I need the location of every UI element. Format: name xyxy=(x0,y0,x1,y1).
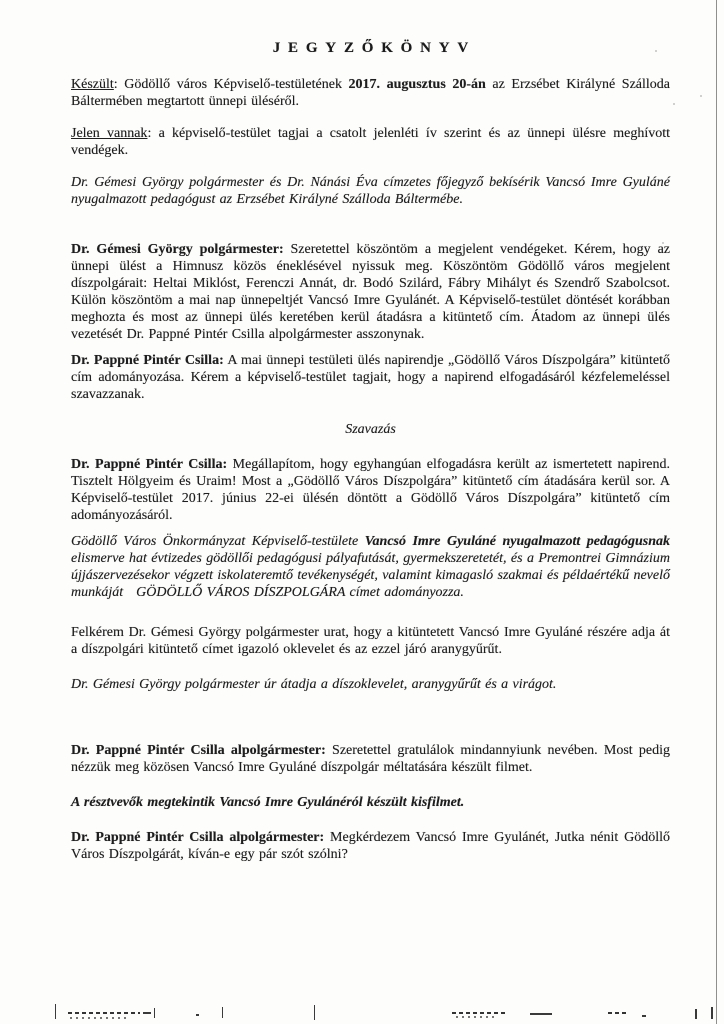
text-run: Dr. Gémesi György polgármester úr átadja a díszoklevelet, aranygyűrűt és a virágot. xyxy=(71,677,557,692)
text-run: Szeretettel gratulálok mindannyiunk nevében. Most pedig nézzük meg közösen Vancsó Imre Gyuláné díszpolgár méltatására készült filmet. xyxy=(71,743,671,775)
text-run: Felkérem Dr. Gémesi György polgármester urat, hogy a kitüntetett Vancsó Imre Gyuláné részére adja át a díszpolgári kitüntető címet igazoló oklevelet és az ezzel járó aranygyűrűt. xyxy=(71,625,670,657)
text-run: Megállapítom, hogy egyhangúan elfogadásra került az ismertetett napirend. Tisztelt Hölgyeim és Uraim! Most a „Gödöllő Város Díszpolgára” kitüntető cím átadására kerül sor. A Képviselő-testület 2017. június 22-ei ülésén döntött a Gödöllő Város Díszpolgára” kitüntető cím adományozásáról. xyxy=(71,457,670,523)
scan-artifact-dashes xyxy=(452,1012,507,1014)
scan-speck xyxy=(700,95,702,97)
paragraph-felkerem xyxy=(71,624,670,658)
scan-edge-line-right xyxy=(716,0,717,1024)
text-run: Gödöllő Város Önkormányzat Képviselő-testülete xyxy=(71,534,365,549)
text-run: A mai ünnepi testületi ülés napirendje „Gödöllő Város Díszpolgára” kitüntető cím adományozása. Kérem a képviselő-testület tagjait, hogy a napirend elfogadásáról kézfelemeléssel szavazzanak. xyxy=(71,353,671,402)
text-run: Készült xyxy=(71,77,114,92)
text-run: A résztvevők megtekintik Vancsó Imre Gyulánéról készült kisfilmet. xyxy=(71,795,465,810)
text-run: Dr. Gémesi György polgármester: xyxy=(71,242,284,257)
paragraph-pappne-napirend xyxy=(71,352,670,403)
paragraph-keszult xyxy=(71,76,670,110)
scan-artifact-dash xyxy=(530,1013,552,1015)
text-run: Szeretettel köszöntöm a megjelent vendégeket. Kérem, hogy az ünnepi ülést a Himnusz közös éneklésével nyissuk meg. Köszöntöm Gödöllő város megjelent díszpolgárait: Heltai Miklóst, Ferenczi Annát, dr. Bodó Szilárd, Fábry Mihályt és Szendrő Szabolcsot. Külön köszöntöm a mai nap ünnepeltjét Vancsó Imre Gyulánét. A Képviselő-testület döntését korábban meghozta és most az ünnepi ülés keretében kerül átadásra a kitüntető cím. Átadom az ünnepi ülés vezetését Dr. Pappné Pintér Csilla alpolgármester asszonynak. xyxy=(71,242,670,342)
text-run: Dr. Pappné Pintér Csilla: xyxy=(71,353,224,368)
scan-artifact-dash xyxy=(143,1012,151,1014)
scan-artifact-dot xyxy=(642,1015,646,1017)
text-run: : Gödöllő város Képviselő-testületének xyxy=(113,77,349,92)
text-run: 2017. augusztus 20-án xyxy=(348,77,486,92)
paragraph-gemesi-koszonto xyxy=(71,241,670,343)
text-run: Vancsó Imre Gyuláné nyugalmazott pedagógusnak xyxy=(364,534,670,549)
paragraph-szavazas xyxy=(71,421,670,438)
paragraph-hatarozat xyxy=(71,533,670,601)
paragraph-pappne-megallapitom xyxy=(71,456,670,524)
text-run: Dr. Pappné Pintér Csilla alpolgármester: xyxy=(71,830,325,845)
document-body xyxy=(71,76,670,863)
text-run: Megkérdezem Vancsó Imre Gyulánét, Jutka nénit Gödöllő Város Díszpolgárát, kíván-e egy pár szót szólni? xyxy=(71,830,671,862)
text-run: Jelen vannak xyxy=(71,126,148,141)
scan-artifact-tick xyxy=(222,1007,223,1018)
text-run: : a képviselő-testület tagjai a csatolt jelenléti ív szerint és az ünnepi ülésre meghívott vendégek. xyxy=(71,126,670,158)
document-title: JEGYZŐKÖNYV xyxy=(272,40,477,56)
scan-artifact-dashes xyxy=(608,1012,628,1014)
scan-artifact-tick xyxy=(55,1004,56,1019)
text-run: Dr. Gémesi György polgármester és Dr. Nánási Éva címzetes főjegyző bekísérik Vancsó Imre Gyuláné nyugalmazott pedagógust az Erzsébet Királyné Szálloda Báltermébe. xyxy=(71,175,670,207)
scan-artifact-dots xyxy=(70,1017,128,1019)
paragraph-stage-direction-atadja xyxy=(71,676,670,693)
scan-speck xyxy=(673,103,675,105)
text-run: Dr. Pappné Pintér Csilla: xyxy=(71,457,228,472)
paragraph-pappne-megkerdezem xyxy=(71,829,670,863)
text-run: Dr. Pappné Pintér Csilla alpolgármester: xyxy=(71,743,326,758)
text-run: Szavazás xyxy=(345,422,396,437)
scan-artifact-tick xyxy=(695,1009,697,1019)
paragraph-jelen-vannak xyxy=(71,125,670,159)
scan-speck xyxy=(655,50,657,52)
paragraph-stage-direction-kisfilm xyxy=(71,794,670,811)
paragraph-stage-direction-bekiserik xyxy=(71,174,670,208)
text-run: elismerve hat évtizedes gödöllői pedagógusi pályafutását, gyermekszeretetét, és a Premontrei Gimnázium újjászervezésekor végzett iskolateremtő tevékenységét, valamint kimagasló szakmai és példaértékű nevelő munkáját GÖDÖLLŐ VÁROS DÍSZPOLGÁRA címet adományozza. xyxy=(71,551,670,600)
paragraph-pappne-gratulalok xyxy=(71,742,670,776)
scan-speck xyxy=(662,242,664,244)
scan-artifact-tick xyxy=(154,1008,155,1018)
scan-artifact-dot xyxy=(196,1014,199,1016)
scan-artifact-tick xyxy=(314,1005,315,1020)
text-run: az Erzsébet Királyné Szálloda Báltermében megtartott ünnepi üléséről. xyxy=(71,77,670,109)
scan-artifact-tick xyxy=(711,1007,713,1019)
scan-artifact-dashes xyxy=(68,1012,140,1014)
scan-artifact-dots xyxy=(456,1016,496,1018)
